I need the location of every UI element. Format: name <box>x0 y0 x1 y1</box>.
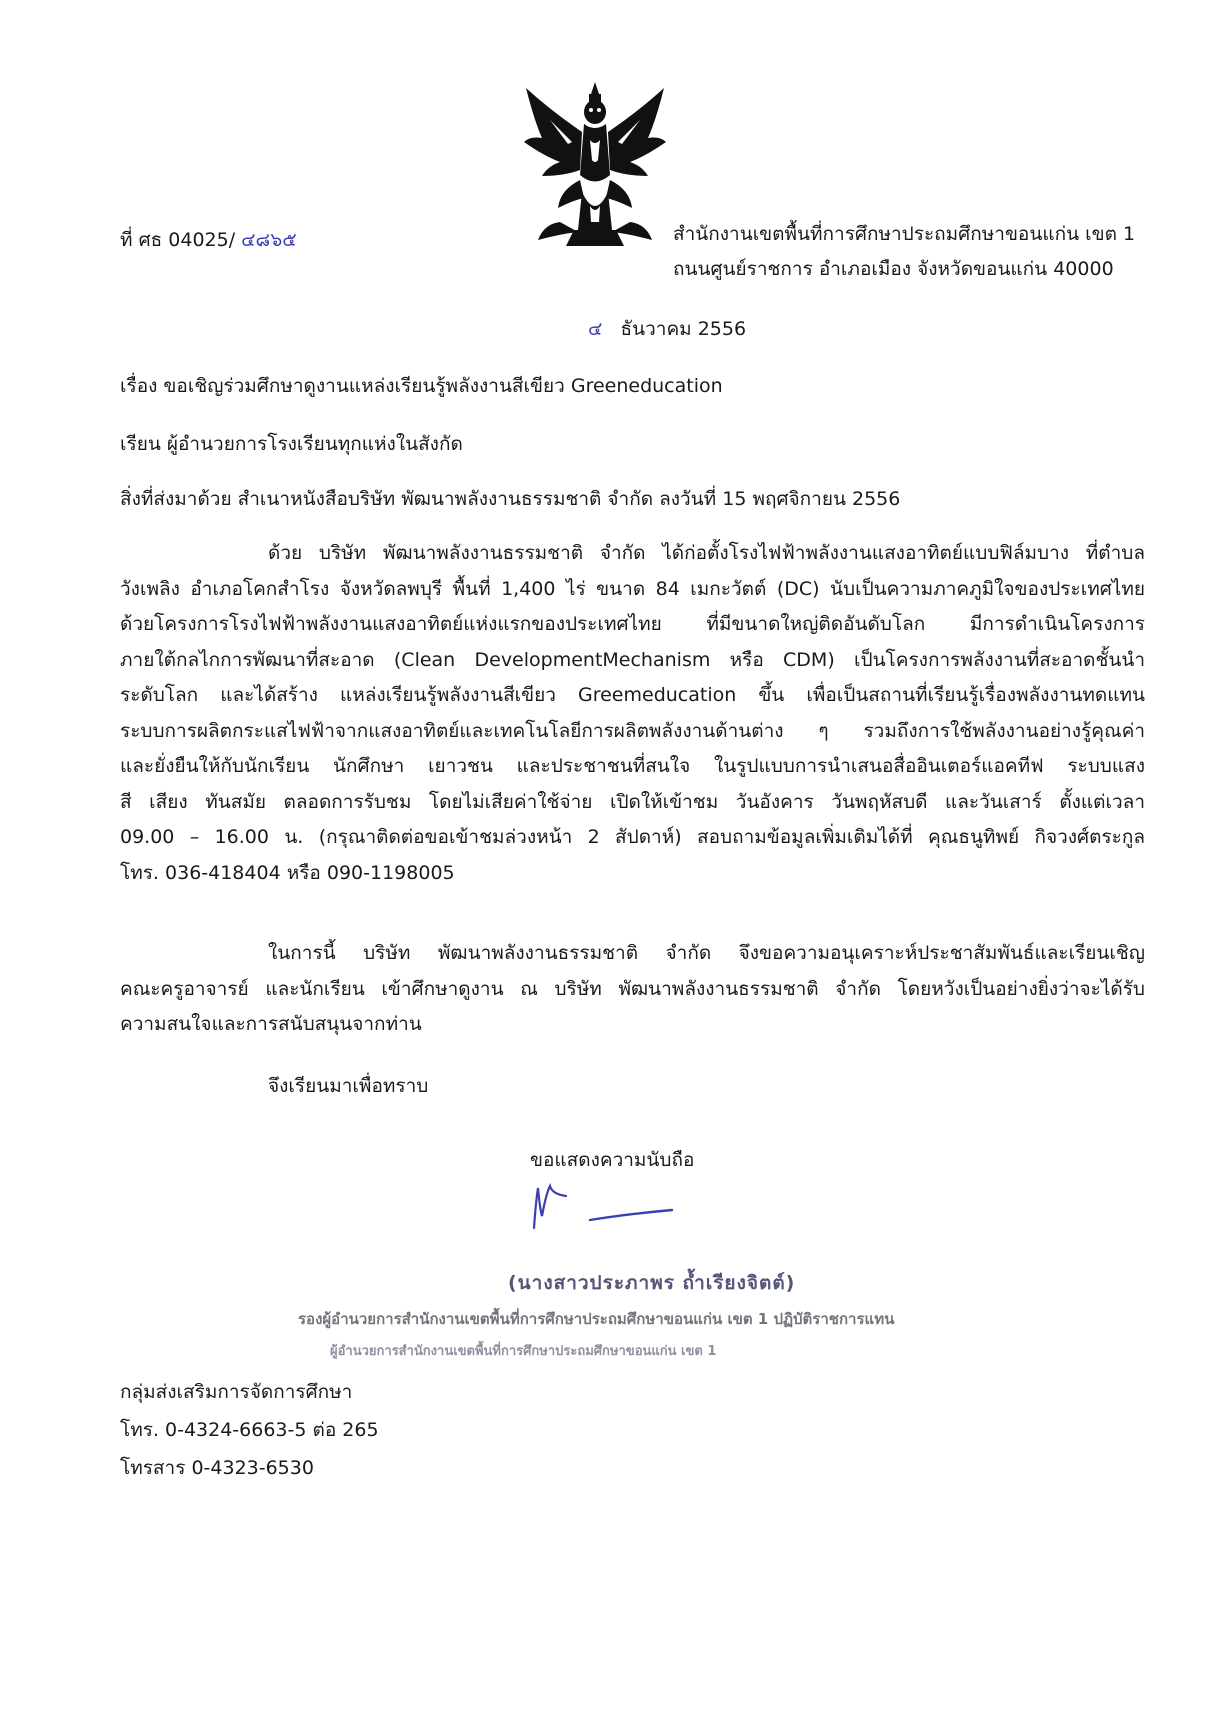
agency-address: ถนนศูนย์ราชการ อำเภอเมือง จังหวัดขอนแก่น 40000 <box>673 258 1114 280</box>
recipient-line: เรียน ผู้อำนวยการโรงเรียนทุกแห่งในสังกัด <box>120 433 463 455</box>
fax-number: โทรสาร 0-4323-6530 <box>120 1457 314 1479</box>
document-number-handwritten: ๔๘๖๕ <box>241 229 297 251</box>
signer-title-stamp-line-2: ผู้อำนวยการสำนักงานเขตพื้นที่การศึกษาประถมศึกษาขอนแก่น เขต 1 <box>330 1344 717 1359</box>
document-number <box>120 228 297 252</box>
attachment-line: สิ่งที่ส่งมาด้วย สำเนาหนังสือบริษัท พัฒนาพลังงานธรรมชาติ จำกัด ลงวันที่ 15 พฤศจิกายน 2556 <box>120 488 901 510</box>
paragraph-line: ด้วย บริษัท พัฒนาพลังงานธรรมชาติ จำกัด ได้ก่อตั้งโรงไฟฟ้าพลังงานแสงอาทิตย์แบบฟิล์มบาง ที่ตำบล <box>268 542 1145 564</box>
signer-title-stamp-line-1: รองผู้อำนวยการสำนักงานเขตพื้นที่การศึกษาประถมศึกษาขอนแก่น เขต 1 ปฏิบัติราชการแทน <box>298 1310 895 1328</box>
paragraph-line: ด้วยโครงการโรงไฟฟ้าพลังงานแสงอาทิตย์แห่งแรกของประเทศไทย ที่มีขนาดใหญ่ติดอันดับโลก มีการดำเนินโครงการ <box>120 613 1145 635</box>
document-number-prefix: ที่ ศธ 04025/ <box>120 229 236 251</box>
paragraph-line: ในการนี้ บริษัท พัฒนาพลังงานธรรมชาติ จำกัด จึงขอความอนุเคราะห์ประชาสัมพันธ์และเรียนเชิญ <box>268 942 1145 964</box>
body-paragraph-1 <box>120 536 1145 891</box>
paragraph-line: คณะครูอาจารย์ และนักเรียน เข้าศึกษาดูงาน ณ บริษัท พัฒนาพลังงานธรรมชาติ จำกัด โดยหวังเป็นอย่างยิ่งว่าจะได้รับ <box>120 977 1145 1000</box>
paragraph-line: วังเพลิง อำเภอโคกสำโรง จังหวัดลพบุรี พื้นที่ 1,400 ไร่ ขนาด 84 เมกะวัตต์ (DC) นับเป็นความภาคภูมิใจของประเทศไทย <box>120 577 1145 600</box>
paragraph-line: 09.00 – 16.00 น. (กรุณาติดต่อขอเข้าชมล่วงหน้า 2 สัปดาห์) สอบถามข้อมูลเพิ่มเติมได้ที่ คุณธนูทิพย์ กิจวงศ์ตระกูล <box>120 826 1145 848</box>
body-paragraph-2 <box>120 936 1145 1043</box>
garuda-emblem-icon <box>520 80 670 250</box>
paragraph-line: โทร. 036-418404 หรือ 090-1198005 <box>120 861 455 884</box>
telephone-number: โทร. 0-4324-6663-5 ต่อ 265 <box>120 1419 379 1441</box>
signer-name-stamp: (นางสาวประภาพร ถ้ำเรียงจิตต์) <box>508 1272 796 1294</box>
subject-line: เรื่อง ขอเชิญร่วมศึกษาดูงานแหล่งเรียนรู้พลังงานสีเขียว Greeneducation <box>120 375 723 397</box>
department-name: กลุ่มส่งเสริมการจัดการศึกษา <box>120 1381 353 1403</box>
agency-name: สำนักงานเขตพื้นที่การศึกษาประถมศึกษาขอนแก่น เขต 1 <box>673 223 1136 245</box>
closing-sentence: จึงเรียนมาเพื่อทราบ <box>268 1075 429 1097</box>
regards-text: ขอแสดงความนับถือ <box>530 1149 695 1171</box>
letter-date <box>588 317 746 341</box>
handwritten-signature-icon <box>528 1170 698 1240</box>
paragraph-line: ระบบการผลิตกระแสไฟฟ้าจากแสงอาทิตย์และเทคโนโลยีการผลิตพลังงานด้านต่าง ๆ รวมถึงการใช้พลังงานอย่างรู้คุณค่า <box>120 719 1145 742</box>
paragraph-line: และยั่งยืนให้กับนักเรียน นักศึกษา เยาวชน และประชาชนที่สนใจ ในรูปแบบการนำเสนอสื่ออินเตอร์แอคทีฟ ระบบแสง <box>120 755 1145 777</box>
paragraph-line: ภายใต้กลไกการพัฒนาที่สะอาด (Clean DevelopmentMechanism หรือ CDM) เป็นโครงการพลังงานที่สะอาดชั้นนำ <box>120 648 1145 671</box>
date-month-year: ธันวาคม 2556 <box>620 318 747 340</box>
paragraph-line: ระดับโลก และได้สร้าง แหล่งเรียนรู้พลังงานสีเขียว Greemeducation ขึ้น เพื่อเป็นสถานที่เรียนรู้เรื่องพลังงานทดแทน <box>120 684 1145 706</box>
paragraph-line: สี เสียง ทันสมัย ตลอดการรับชม โดยไม่เสียค่าใช้จ่าย เปิดให้เข้าชม วันอังคาร วันพฤหัสบดี และวันเสาร์ ตั้งแต่เวลา <box>120 790 1145 813</box>
paragraph-line: ความสนใจและการสนับสนุนจากท่าน <box>120 1013 422 1035</box>
date-day-handwritten: ๔ <box>588 318 603 340</box>
